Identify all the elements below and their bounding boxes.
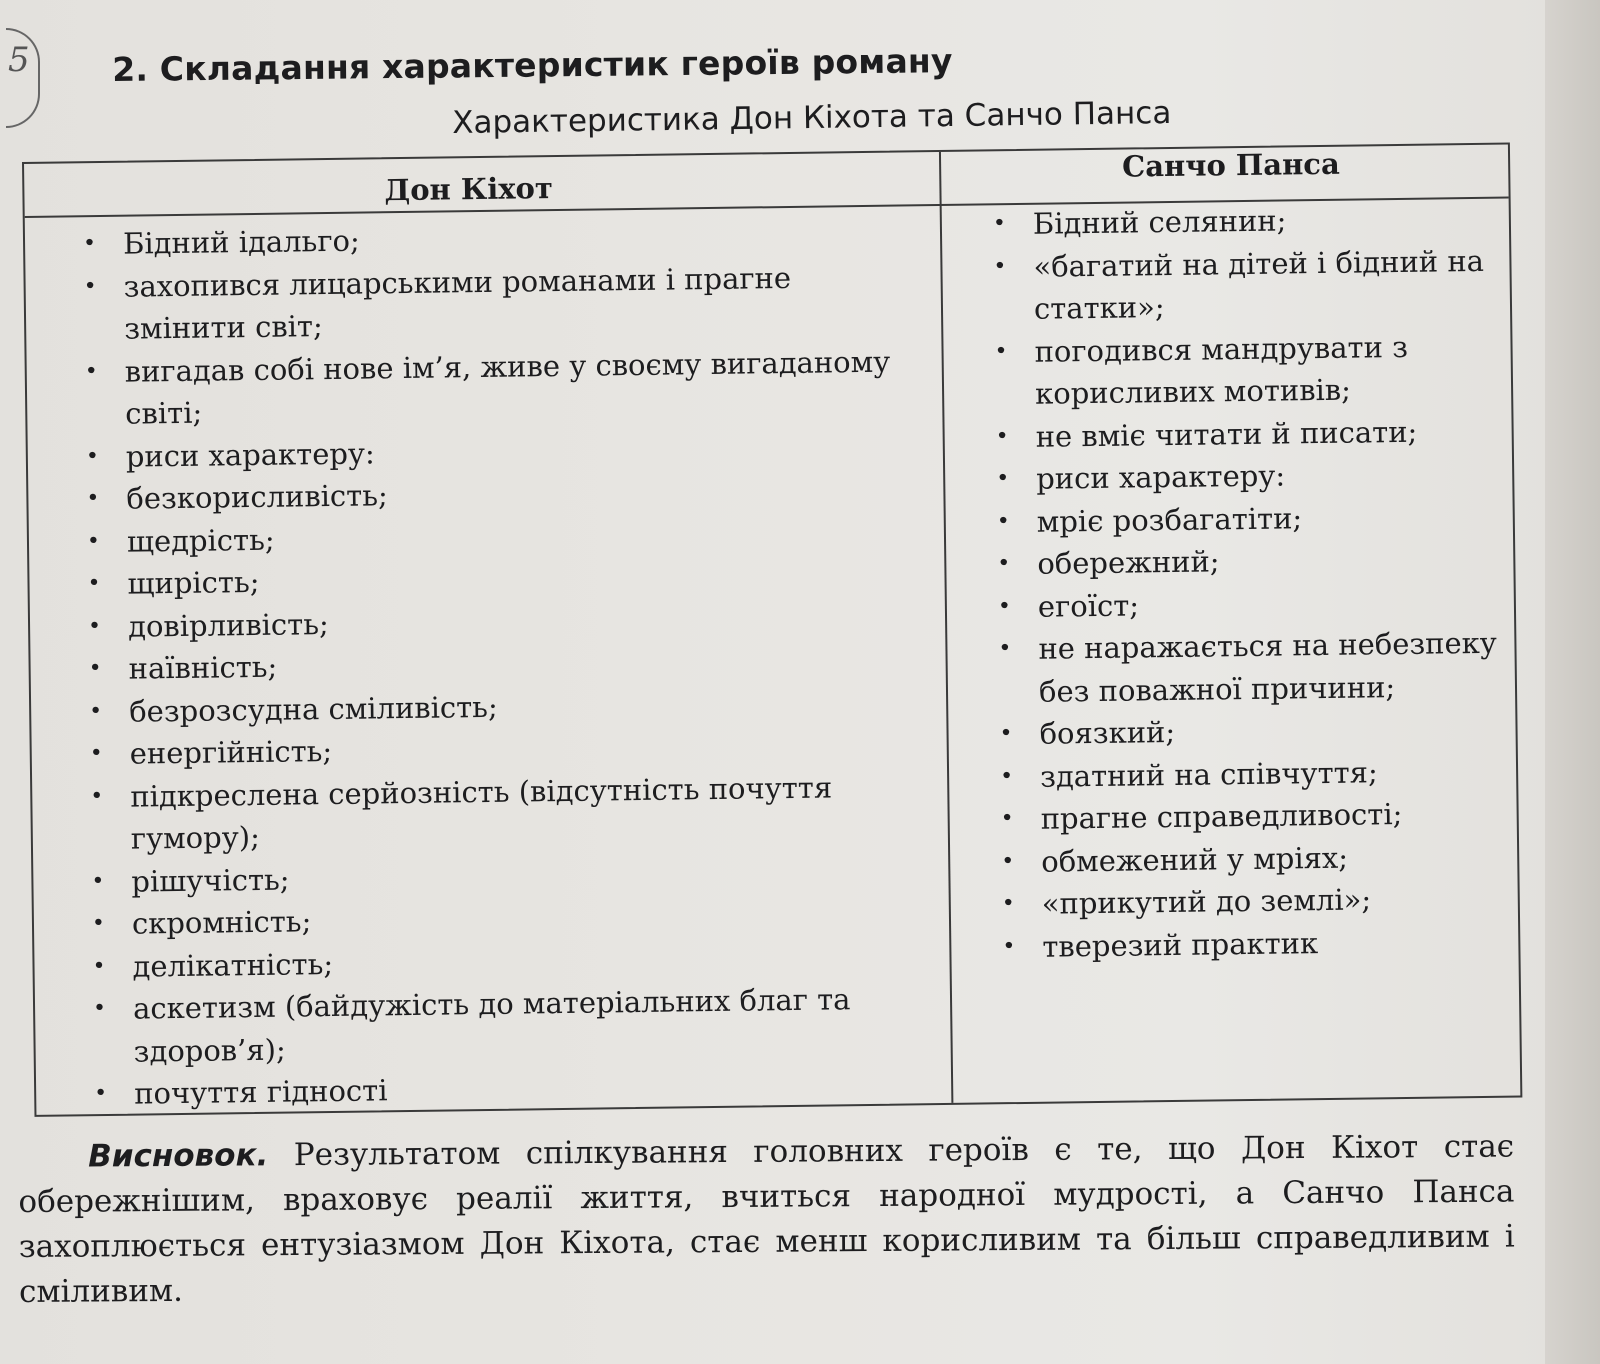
bullet-icon: • xyxy=(997,551,1011,577)
don-quixote-trait-item xyxy=(85,977,926,1073)
page-edge-shadow xyxy=(1545,0,1600,1364)
bullet-icon: • xyxy=(87,571,101,597)
don-quixote-trait-item-text: енергійність; xyxy=(129,733,333,771)
don-quixote-trait-item-text: захопився лицарськими романами і прагне змінити світ; xyxy=(123,260,792,346)
bullet-icon: • xyxy=(92,995,107,1022)
bullet-icon: • xyxy=(996,508,1010,534)
sancho-panza-trait-item xyxy=(989,537,1510,586)
bullet-icon: • xyxy=(91,868,105,894)
column-divider xyxy=(939,152,953,1103)
bullet-icon: • xyxy=(90,783,104,809)
bullet-icon: • xyxy=(994,338,1008,364)
bullet-icon: • xyxy=(88,656,102,682)
bullet-icon: • xyxy=(84,358,98,384)
don-quixote-trait-item-text: риси характеру: xyxy=(125,435,375,474)
bullet-icon: • xyxy=(998,636,1012,662)
table-caption: Характеристика Дон Кіхота та Санчо Панса xyxy=(452,94,1172,141)
sancho-panza-trait-item-text: обережний; xyxy=(1037,544,1220,581)
sancho-panza-traits-list xyxy=(985,197,1515,969)
bullet-icon: • xyxy=(999,721,1013,747)
sancho-panza-trait-item xyxy=(985,197,1506,246)
don-quixote-trait-item-text: щирість; xyxy=(127,564,260,601)
sancho-panza-trait-item-text: «прикутий до землі»; xyxy=(1041,882,1372,921)
don-quixote-trait-item-text: наївність; xyxy=(128,649,278,686)
sancho-panza-trait-item-text: Бідний селянин; xyxy=(1032,203,1287,241)
sancho-panza-trait-item xyxy=(986,324,1507,416)
sancho-panza-trait-item xyxy=(994,877,1515,926)
sancho-panza-trait-item-text: не вміє читати й писати; xyxy=(1035,414,1418,454)
sancho-panza-trait-item xyxy=(992,792,1513,841)
don-quixote-trait-item xyxy=(76,340,917,436)
conclusion-text: Результатом спілкування головних героїв є те, що Дон Кіхот стає обережнішим, враховує реалії життя, вчиться народної мудрості, а Санчо Панса захоплюється ентузіазмом Дон Кіхота, стає менш корисливим та більш справедливим і сміливим. xyxy=(18,1128,1515,1310)
bullet-icon: • xyxy=(86,486,100,512)
sancho-panza-trait-item xyxy=(992,749,1513,798)
sancho-panza-trait-item xyxy=(994,919,1515,968)
don-quixote-trait-item-text: підкреслена серйозність (відсутність почуття гумору); xyxy=(130,769,833,856)
bullet-icon: • xyxy=(89,740,103,767)
bullet-icon: • xyxy=(1000,806,1014,832)
conclusion-paragraph xyxy=(18,1125,1515,1315)
sancho-panza-trait-item-text: обмежений у мріях; xyxy=(1041,840,1349,879)
don-quixote-trait-item-text: скромність; xyxy=(131,904,312,941)
bullet-icon: • xyxy=(87,613,102,639)
sancho-panza-trait-item-text: боязкий; xyxy=(1039,714,1176,751)
don-quixote-trait-item xyxy=(75,255,916,351)
bullet-icon: • xyxy=(996,466,1010,492)
bullet-icon: • xyxy=(91,910,106,937)
sancho-panza-trait-item-text: тверезий практик xyxy=(1042,925,1319,964)
sancho-panza-trait-item xyxy=(993,834,1514,883)
don-quixote-trait-item-text: довірливість; xyxy=(127,606,329,644)
bullet-icon: • xyxy=(1001,891,1015,917)
sancho-panza-trait-item-text: не наражається на небезпеку без поважної причини; xyxy=(1038,625,1498,709)
don-quixote-trait-item-text: аскетизм (байдужість до матеріальних благ та здоров’я); xyxy=(132,982,851,1069)
bullet-icon: • xyxy=(94,1080,108,1107)
sancho-panza-trait-item-text: егоїст; xyxy=(1037,587,1140,624)
don-quixote-trait-item-text: вигадав собі нове ім’я, живе у своєму вигаданому світі; xyxy=(124,344,891,431)
sancho-panza-trait-item-text: прагне справедливості; xyxy=(1040,796,1403,836)
bullet-icon: • xyxy=(92,953,106,979)
sancho-panza-trait-item xyxy=(985,239,1506,331)
bullet-icon: • xyxy=(83,273,97,299)
bullet-icon: • xyxy=(993,253,1007,279)
section-title: 2. Складання характеристик героїв роману xyxy=(112,41,953,89)
handwritten-margin-digit: 5 xyxy=(8,40,30,80)
sancho-panza-trait-item-text: здатний на співчуття; xyxy=(1039,754,1378,794)
don-quixote-trait-item-text: рішучість; xyxy=(131,862,290,899)
sancho-panza-trait-item-text: погодився мандрувати з корисливих мотивів; xyxy=(1034,329,1409,411)
header-sancho-panza: Санчо Панса xyxy=(1121,146,1340,184)
sancho-panza-trait-item-text: «багатий на дітей і бідний на статки»; xyxy=(1033,243,1485,326)
don-quixote-trait-item-text: почуття гідності xyxy=(133,1073,388,1111)
characteristics-table xyxy=(22,143,1522,1117)
bullet-icon: • xyxy=(82,231,97,257)
don-quixote-trait-item-text: безкорисливість; xyxy=(126,478,388,516)
conclusion-lead: Висновок. xyxy=(88,1137,269,1175)
bullet-icon: • xyxy=(1002,933,1016,959)
sancho-panza-trait-item xyxy=(990,579,1511,628)
bullet-icon: • xyxy=(997,593,1012,619)
bullet-icon: • xyxy=(999,763,1014,789)
don-quixote-trait-item-text: Бідний ідальго; xyxy=(122,223,360,261)
don-quixote-trait-item-text: щедрість; xyxy=(126,522,275,559)
bullet-icon: • xyxy=(992,211,1007,237)
bullet-icon: • xyxy=(86,528,101,554)
don-quixote-trait-item-text: безрозсудна сміливість; xyxy=(128,689,498,729)
sancho-panza-trait-item-text: риси характеру: xyxy=(1036,458,1286,496)
bullet-icon: • xyxy=(995,423,1009,449)
header-don-quixote: Дон Кіхот xyxy=(384,171,554,208)
don-quixote-trait-item-text: делікатність; xyxy=(132,946,334,984)
bullet-icon: • xyxy=(89,698,103,724)
bullet-icon: • xyxy=(1001,848,1015,874)
sancho-panza-trait-item xyxy=(991,707,1512,756)
sancho-panza-trait-item xyxy=(989,494,1510,543)
sancho-panza-trait-item xyxy=(987,409,1508,458)
sancho-panza-trait-item-text: мріє розбагатіти; xyxy=(1036,500,1303,539)
don-quixote-trait-item xyxy=(82,765,923,861)
sancho-panza-trait-item xyxy=(988,452,1509,501)
bullet-icon: • xyxy=(85,443,100,469)
don-quixote-traits-list xyxy=(75,212,927,1115)
sancho-panza-trait-item xyxy=(990,622,1511,714)
